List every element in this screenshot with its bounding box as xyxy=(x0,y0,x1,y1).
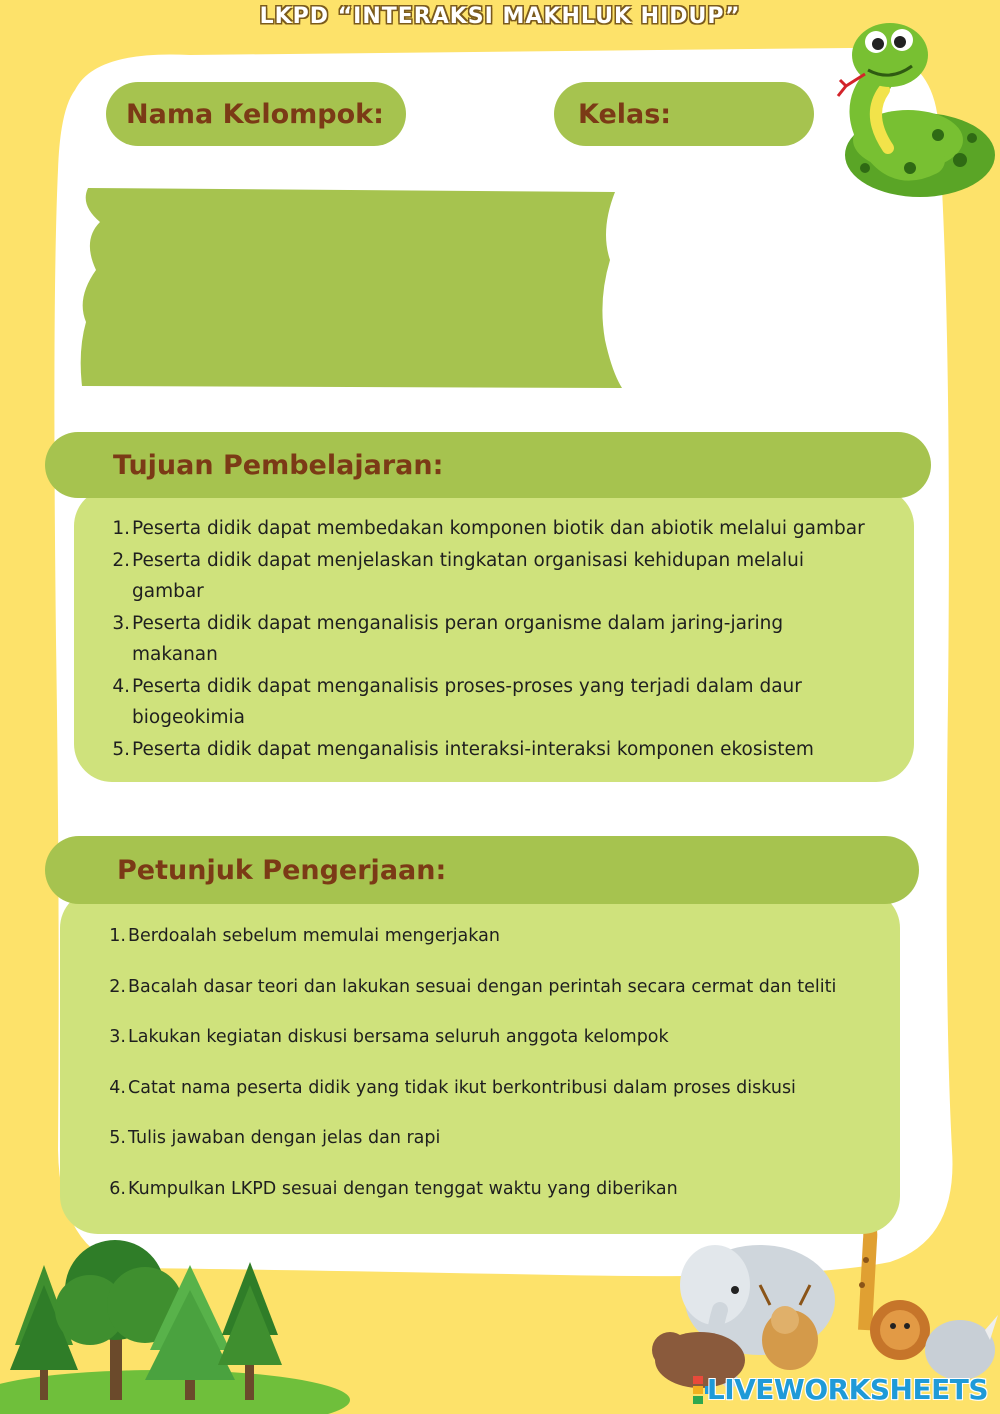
brand-watermark[interactable]: LIVEWORKSHEETS xyxy=(706,1373,988,1406)
list-item: 5. Peserta didik dapat menganalisis interaksi-interaksi komponen ekosistem xyxy=(112,738,814,760)
instructions-box xyxy=(60,890,900,1234)
group-name-label: Nama Kelompok: xyxy=(126,98,384,130)
page-title: LKPD “INTERAKSI MAKHLUK HIDUP” xyxy=(259,4,741,29)
list-item: 2. Peserta didik dapat menjelaskan tingkatan organisasi kehidupan melalui gambar xyxy=(112,549,805,602)
list-item: 3. Lakukan kegiatan diskusi bersama seluruh anggota kelompok xyxy=(109,1027,669,1047)
goals-heading: Tujuan Pembelajaran: xyxy=(113,449,444,481)
instructions-list xyxy=(70,890,900,1225)
torn-banner xyxy=(81,188,622,388)
goals-box xyxy=(74,488,914,782)
goals-heading-bar xyxy=(45,432,931,498)
group-name-field[interactable] xyxy=(106,82,406,146)
goals-list xyxy=(74,488,914,765)
list-item: 1. Berdoalah sebelum memulai mengerjakan xyxy=(109,926,500,946)
instructions-heading: Petunjuk Pengerjaan: xyxy=(117,854,447,886)
list-item: 3. Peserta didik dapat menganalisis peran organisme dalam jaring-jaring makanan xyxy=(112,612,784,665)
list-item: 2. Bacalah dasar teori dan lakukan sesuai dengan perintah secara cermat dan teliti xyxy=(109,976,837,997)
list-item: 1. Peserta didik dapat membedakan komponen biotik dan abiotik melalui gambar xyxy=(112,518,865,539)
instructions-heading-bar xyxy=(45,836,919,904)
list-item: 6. Kumpulkan LKPD sesuai dengan tenggat waktu yang diberikan xyxy=(109,1178,678,1199)
class-label: Kelas: xyxy=(578,98,672,130)
class-field[interactable] xyxy=(554,82,814,146)
list-item: 5. Tulis jawaban dengan jelas dan rapi xyxy=(109,1128,441,1148)
list-item: 4. Peserta didik dapat menganalisis proses-proses yang terjadi dalam daur biogeokimia xyxy=(112,675,802,728)
list-item: 4. Catat nama peserta didik yang tidak ikut berkontribusi dalam proses diskusi xyxy=(109,1077,796,1098)
